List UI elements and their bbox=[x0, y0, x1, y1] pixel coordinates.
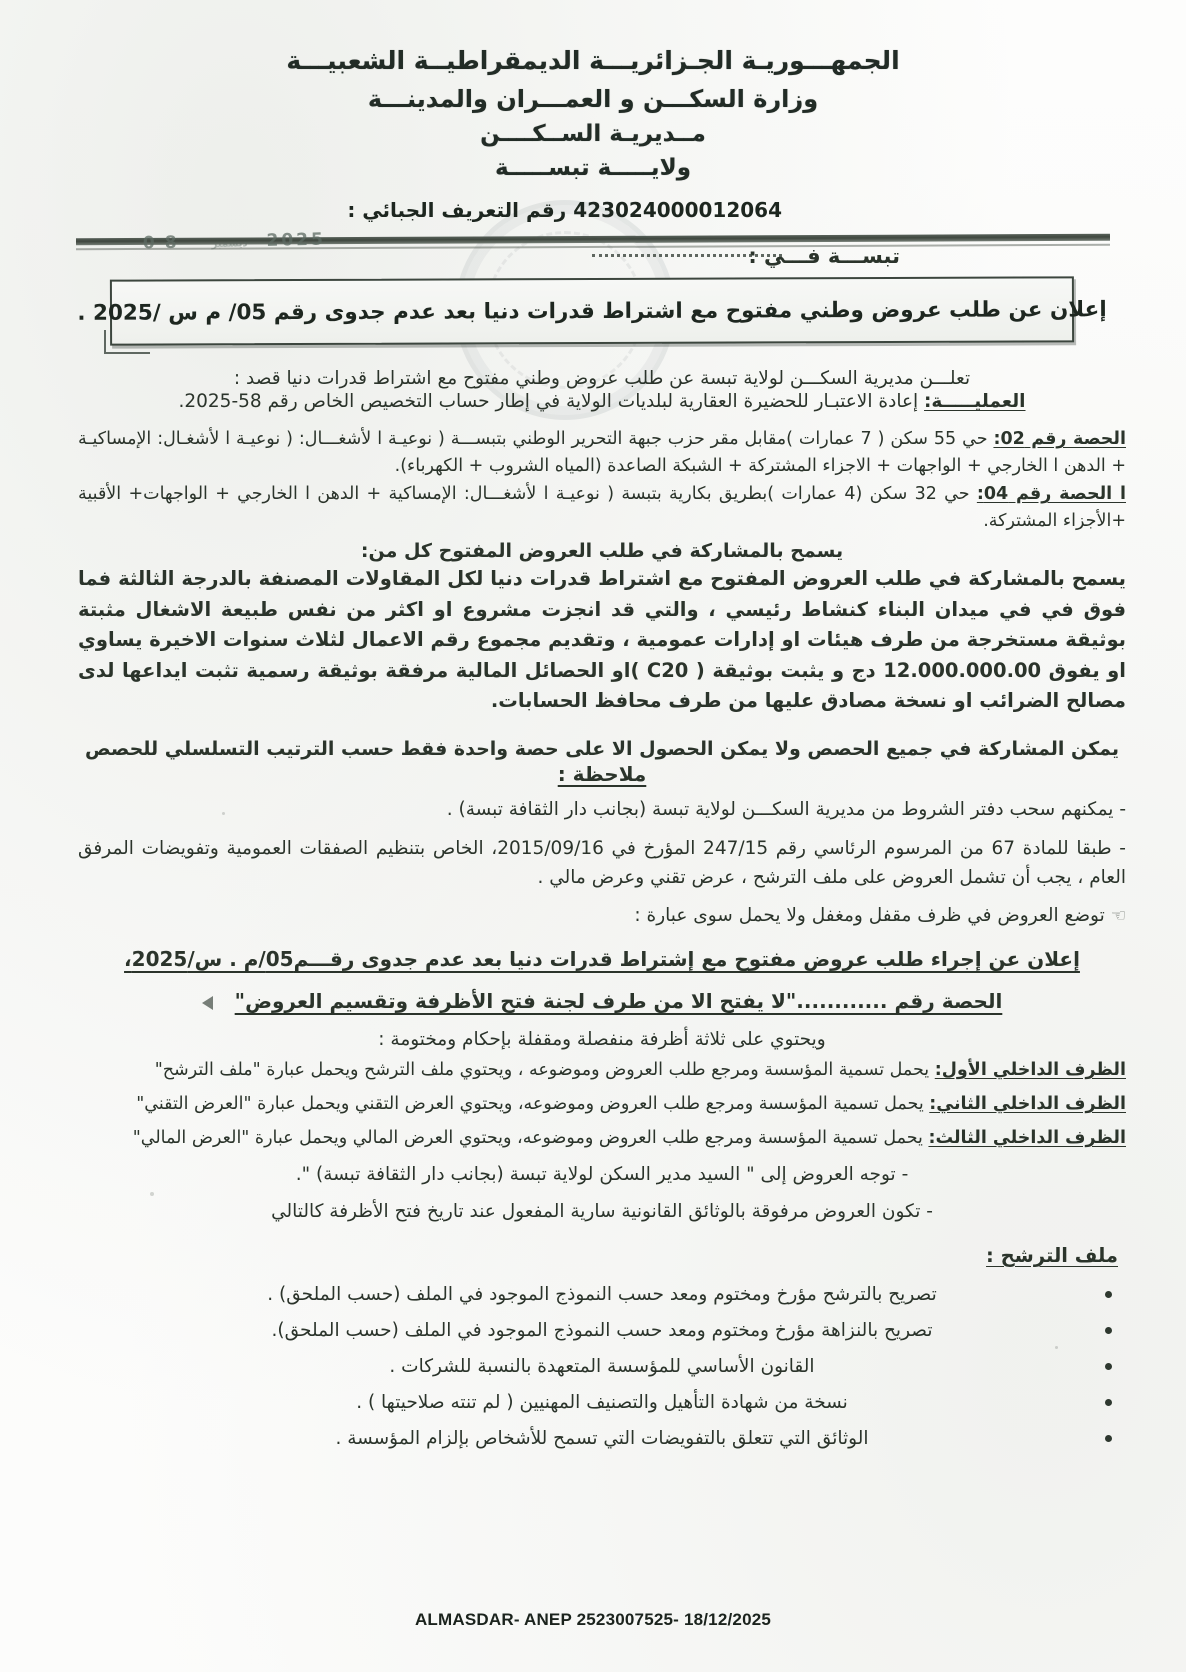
list-item bbox=[78, 1277, 1126, 1313]
inner-envelope-1-text: يحمل تسمية المؤسسة ومرجع طلب العروض وموضوعه ، ويحتوي ملف الترشح ويحمل عبارة "ملف الترشح" bbox=[154, 1060, 935, 1081]
eligibility-heading: يسمح بالمشاركة في طلب العروض المفتوح كل من: bbox=[360, 540, 844, 563]
lot-item-02 bbox=[78, 426, 1126, 479]
intro-line: تعلـــن مديرية السكـــن لولاية تبسة عن طلب عروض وطني مفتوح مع اشتراط قدرات دنيا قصد : bbox=[233, 368, 971, 389]
eligibility-turnover-amount: 12.000.000.00 bbox=[883, 658, 1042, 682]
scan-speck bbox=[222, 812, 225, 815]
note-item-decree: - طبقا للمادة 67 من المرسوم الرئاسي رقم 247/15 المؤرخ في 2015/09/16، الخاص بتنظيم الصفقات العمومية وتفويضات المرفق العام ، يجب أن تشمل العروض على ملف الترشح ، عرض تقني وعرض مالي . bbox=[78, 838, 1126, 888]
validity-line: - تكون العروض مرفوقة بالوثائق القانونية سارية المفعول عند تاريخ فتح الأظرفة كالتالي bbox=[271, 1201, 933, 1223]
list-item bbox=[78, 1349, 1126, 1385]
inner-envelope-1-label: الظرف الداخلي الأول: bbox=[934, 1060, 1126, 1081]
all-lots-note: يمكن المشاركة في جميع الحصص ولا يمكن الحصول الا على حصة واحدة فقط حسب الترتيب التسلسلي للحصص bbox=[84, 738, 1120, 761]
envelope-declaration-line-1: إعلان عن إجراء طلب عروض مفتوح مع إشتراط قدرات دنيا بعد عدم جدوى رقـــم05/م . س/2025، bbox=[124, 947, 1080, 972]
date-blank-dots bbox=[592, 254, 782, 257]
inner-envelope-3-label: الظرف الداخلي الثالث: bbox=[928, 1128, 1126, 1149]
fiscal-id-label: رقم التعريف الجبائي : bbox=[347, 198, 567, 222]
inner-envelope-3-text: يحمل تسمية المؤسسة ومرجع طلب العروض وموضوعه، ويحتوي العرض المالي ويحمل عبارة "العرض المالي" bbox=[132, 1128, 929, 1149]
envelope-rule-text: توضع العروض في ظرف مقفل ومغفل ولا يحمل سوى عبارة : bbox=[634, 905, 1105, 927]
operation-text: إعادة الاعتبـار للحضيرة العقارية لبلديات الولاية في إطار حساب التخصيص الخاص رقم 58-2025. bbox=[178, 391, 919, 412]
header-line-directorate: مــديريـة الســكــــن bbox=[480, 120, 706, 147]
scan-speck bbox=[150, 1192, 154, 1196]
bullet-dot-icon bbox=[1105, 1291, 1112, 1298]
inner-envelope-2 bbox=[78, 1090, 1126, 1118]
document-header bbox=[0, 44, 1186, 185]
eligibility-text-part2: دج و يثبت بوثيقة ( C20 )او الحصائل المالية مرفقة بوثيقة رسمية تثبت ايداعها لدى مصالح الضرائب او نسخة مصادق عليها من طرف محافظ الحسابات. bbox=[78, 658, 1126, 712]
candidacy-file-heading: ملف الترشح : bbox=[986, 1244, 1118, 1268]
candidacy-file-item-2: تصريح بالنزاهة مؤرخ ومختوم ومعد حسب النموذج الموجود في الملف (حسب الملحق). bbox=[271, 1320, 933, 1342]
header-line-wilaya: ولايـــــة تبســـــة bbox=[494, 155, 691, 182]
lot-text-04: حي 32 سكن (4 عمارات )بطريق بكارية بتبسة ( نوعيـة ا لأشغـــال: الإمساكية + الدهن ا الخارجي + الواجهات+ الأقبية +الأجزاء المشتركة. bbox=[78, 484, 1126, 531]
candidacy-file-item-5: الوثائق التي تتعلق بالتفويضات التي تسمح للأشخاص بإلزام المؤسسة . bbox=[335, 1428, 869, 1450]
stamp-year: 2025 bbox=[266, 229, 327, 251]
announcement-title-box bbox=[77, 276, 1107, 345]
inner-envelope-3 bbox=[78, 1124, 1126, 1152]
title-box-corner-mark bbox=[104, 330, 150, 354]
bullet-dot-icon bbox=[1105, 1363, 1112, 1370]
announcement-title: إعلان عن طلب عروض وطني مفتوح مع اشتراط قدرات دنيا بعد عدم جدوى رقم 05/ م س /2025 . bbox=[77, 296, 1107, 326]
fiscal-id-line bbox=[347, 198, 782, 222]
note-item-withdraw-specs: - يمكنهم سحب دفتر الشروط من مديرية السكـــن لولاية تبسة (بجانب دار الثقافة تبسة) . bbox=[446, 799, 1126, 821]
candidacy-file-item-1: تصريح بالترشح مؤرخ ومختوم ومعد حسب النموذج الموجود في الملف (حسب الملحق) . bbox=[267, 1284, 937, 1306]
envelope-declaration-line-2 bbox=[78, 989, 1126, 1013]
stamp-day: 08 bbox=[142, 232, 187, 254]
operation-label: العمليـــــة: bbox=[924, 391, 1026, 412]
page-footer-reference: ALMASDAR- ANEP 2523007525- 18/12/2025 bbox=[414, 1610, 772, 1629]
left-arrow-marker-icon bbox=[202, 996, 213, 1010]
header-line-ministry: وزارة السكـــن و العمـــران والمدينـــة bbox=[367, 84, 819, 113]
eligibility-paragraph bbox=[78, 564, 1126, 716]
inner-envelope-2-text: يحمل تسمية المؤسسة ومرجع طلب العروض وموضوعه، ويحتوي العرض التقني ويحمل عبارة "العرض التقني" bbox=[136, 1094, 930, 1115]
candidacy-file-item-4: نسخة من شهادة التأهيل والتصنيف المهنيين ( لم تنته صلاحيتها ) . bbox=[356, 1392, 848, 1414]
candidacy-file-list bbox=[78, 1277, 1126, 1457]
envelope-declaration-text-2: الحصة رقم ............"لا يفتح الا من طرف لجنة فتح الأظرفة وتقسيم العروض" bbox=[234, 989, 1003, 1014]
list-item bbox=[78, 1313, 1126, 1349]
stamp-month: ديسمبر bbox=[211, 238, 248, 250]
header-line-republic: الجمهـــوريـة الجـزائريـــة الديمقراطيــة الشعبيـــة bbox=[286, 46, 900, 75]
candidacy-file-item-3: القانون الأساسي للمؤسسة المتعهدة بالنسبة للشركات . bbox=[389, 1356, 815, 1378]
scan-speck bbox=[1055, 1346, 1058, 1349]
lot-label-02: الحصة رقم 02: bbox=[993, 429, 1126, 449]
bullet-dot-icon bbox=[1105, 1435, 1112, 1442]
operation-line bbox=[78, 391, 1126, 412]
note-heading: ملاحظة : bbox=[557, 762, 647, 787]
lot-label-04: ا الحصة رقم 04: bbox=[976, 484, 1126, 505]
fiscal-id-number: 423024000012064 bbox=[573, 198, 782, 222]
inner-envelopes-intro: ويحتوي على ثلاثة أظرفة منفصلة ومقفلة بإحكام ومختومة : bbox=[378, 1029, 826, 1051]
inner-envelope-1 bbox=[78, 1056, 1126, 1084]
bullet-dot-icon bbox=[1105, 1327, 1112, 1334]
pointing-hand-icon: ☞ bbox=[1110, 906, 1126, 927]
lot-text-02: حي 55 سكن ( 7 عمارات )مقابل مقر حزب جبهة التحرير الوطني بتبســـة ( نوعيـة ا لأشغـــال: ( نوعيـة ا لأشغـال: الإمساكيـة + الدهن ا الخارجي + الواجهات + الاجزاء المشتركة + الشبكة الصاعدة (المياه الشروب + الكهرباء). bbox=[78, 429, 1126, 476]
date-stamp-imprint bbox=[96, 230, 327, 269]
addressing-line: - توجه العروض إلى " السيد مدير السكن لولاية تبسة (بجانب دار الثقافة تبسة) ". bbox=[295, 1164, 909, 1186]
document-body bbox=[78, 368, 1126, 1457]
list-item bbox=[78, 1421, 1126, 1457]
list-item bbox=[78, 1385, 1126, 1421]
date-label: تبســـة فـــي : bbox=[748, 244, 900, 268]
lot-item-04 bbox=[78, 481, 1126, 534]
envelope-rule-line bbox=[78, 902, 1126, 931]
bullet-dot-icon bbox=[1105, 1399, 1112, 1406]
inner-envelope-2-label: الظرف الداخلي الثاني: bbox=[929, 1094, 1126, 1115]
eligibility-text-part1: يسمح بالمشاركة في طلب العروض المفتوح مع اشتراط قدرات دنيا لكل المقاولات المصنفة بالدرجة الثالثة فما فوق في في ميدان البناء كنشاط رئيسي ، والتي قد انجزت مشروع او اكثر من نفس طبيعة الاشغال مثبتة بوثيقة مستخرجة من طرف هيئات او إدارات عمومية ، وتقديم مجموع رقم الاعمال لثلاث سنوات الاخيرة يساوي او يفوق bbox=[78, 567, 1126, 682]
